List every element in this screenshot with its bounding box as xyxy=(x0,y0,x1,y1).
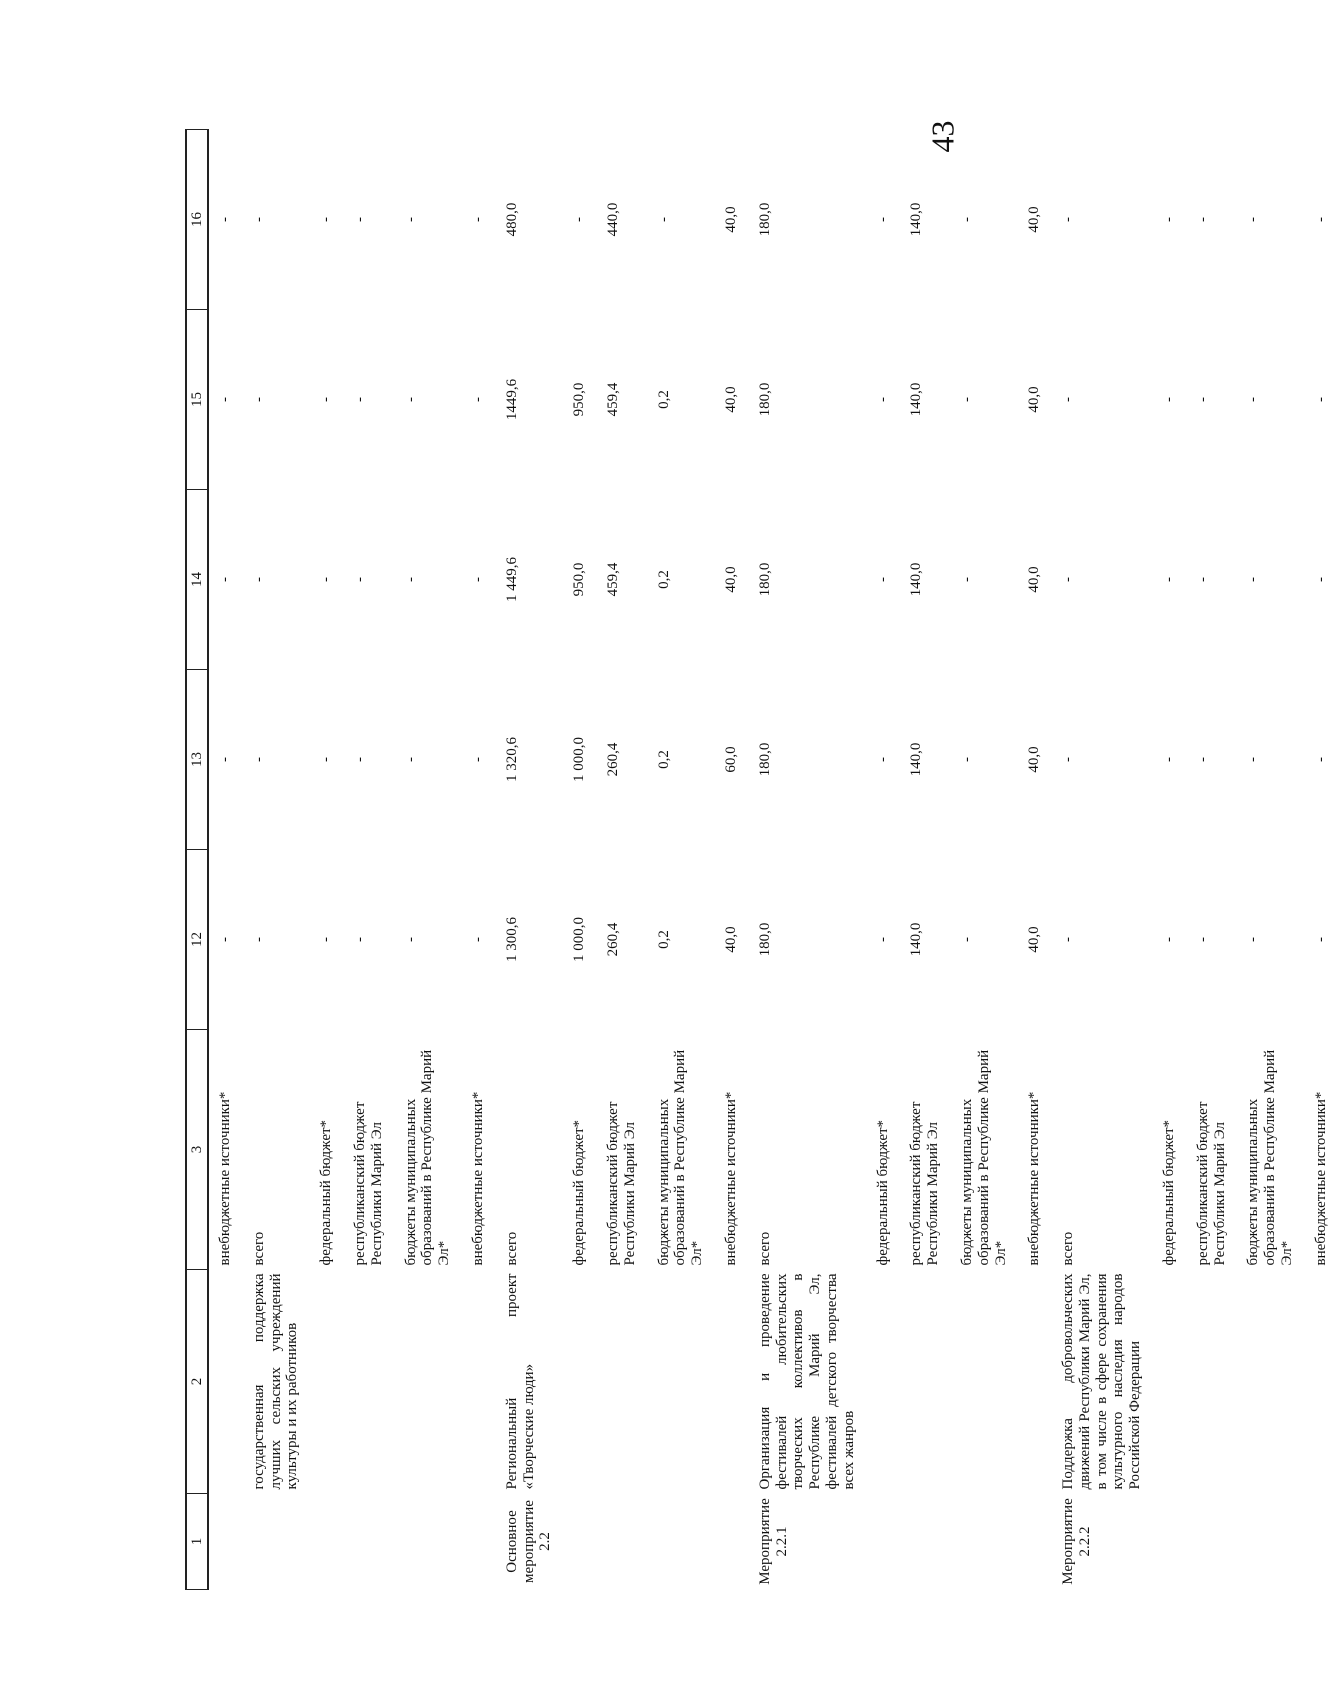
measure-name-cell xyxy=(395,1270,462,1494)
amount-cell: - xyxy=(217,397,233,402)
amount-cell: - xyxy=(250,217,267,222)
amount-cell: - xyxy=(318,577,335,582)
amount-cell: - xyxy=(874,577,891,582)
measure-code-cell xyxy=(867,1494,901,1590)
column-header: 16 xyxy=(186,130,208,310)
amount-cell: - xyxy=(1060,757,1077,762)
amount-cell: - xyxy=(571,217,588,222)
amount-cell: - xyxy=(1161,757,1178,762)
amount-cell: 260,4 xyxy=(604,922,621,957)
measure-name-cell xyxy=(208,1270,243,1494)
measure-code-cell xyxy=(1153,1494,1187,1590)
amount-cell: 0,2 xyxy=(655,930,672,949)
funding-source-cell: бюджеты муниципальных образований в Республике Марий Эл* xyxy=(958,1049,1009,1266)
amount-cell: - xyxy=(1060,217,1077,222)
amount-cell: 140,0 xyxy=(908,742,925,777)
amount-cell: - xyxy=(469,937,486,942)
column-header: 13 xyxy=(186,670,208,850)
funding-source-cell: республиканский бюджет Республики Марий Эл xyxy=(908,1101,942,1266)
measure-name-cell: государственная поддержка лучших сельских учреждений культуры и их работников xyxy=(250,1273,301,1490)
amount-cell: 459,4 xyxy=(604,562,621,597)
table-row xyxy=(900,130,951,1590)
table-row xyxy=(395,130,462,1590)
measure-code-cell xyxy=(1237,1494,1304,1590)
funding-source-cell: федеральный бюджет* xyxy=(874,1119,891,1266)
amount-cell: 0,2 xyxy=(655,570,672,589)
amount-cell: - xyxy=(318,937,335,942)
measure-code-cell: Основное мероприятие 2.2 xyxy=(503,1500,554,1583)
measure-name-cell xyxy=(563,1270,597,1494)
amount-cell: 1 000,0 xyxy=(571,737,588,782)
amount-cell: 260,4 xyxy=(604,742,621,777)
amount-cell: 440,0 xyxy=(604,202,621,237)
funding-source-cell: бюджеты муниципальных образований в Республике Марий Эл* xyxy=(655,1049,706,1266)
measure-name-cell: Региональный проект «Творческие люди» xyxy=(503,1273,537,1490)
amount-cell: 180,0 xyxy=(756,562,773,597)
amount-cell: 180,0 xyxy=(756,922,773,957)
amount-cell: - xyxy=(318,217,335,222)
amount-cell: - xyxy=(1312,757,1329,762)
funding-source-cell: внебюджетные источники* xyxy=(217,1091,233,1266)
amount-cell: - xyxy=(1194,757,1211,762)
table-row xyxy=(715,130,749,1590)
measure-code-cell xyxy=(1187,1494,1238,1590)
table-row xyxy=(951,130,1018,1590)
measure-name-cell: Организация и проведение фестивалей любительских творческих коллективов в Республике Марий Эл, фестивалей детского творчества всех жанров xyxy=(756,1273,857,1490)
table-row xyxy=(648,130,715,1590)
amount-cell: - xyxy=(958,757,975,762)
amount-cell: - xyxy=(1245,577,1262,582)
funding-source-cell: бюджеты муниципальных образований в Республике Марий Эл* xyxy=(1245,1049,1296,1266)
measure-code-cell xyxy=(900,1494,951,1590)
column-header: 15 xyxy=(186,310,208,490)
measure-code-cell: Мероприятие 2.2.2 xyxy=(1060,1498,1093,1585)
measure-name-cell xyxy=(1237,1270,1304,1494)
funding-source-cell: внебюджетные источники* xyxy=(722,1091,739,1266)
amount-cell: 950,0 xyxy=(571,382,588,417)
amount-cell: 40,0 xyxy=(1026,206,1043,233)
amount-cell: - xyxy=(1060,937,1077,942)
table-row xyxy=(496,130,563,1590)
amount-cell: - xyxy=(1060,577,1077,582)
funding-source-cell: внебюджетные источники* xyxy=(1026,1091,1043,1266)
amount-cell: 140,0 xyxy=(908,202,925,237)
amount-cell: - xyxy=(958,937,975,942)
amount-cell: 40,0 xyxy=(1026,746,1043,773)
funding-source-cell: всего xyxy=(503,1231,520,1266)
amount-cell: - xyxy=(1060,397,1077,402)
measure-name-cell xyxy=(1305,1270,1339,1494)
amount-cell: 40,0 xyxy=(722,566,739,593)
amount-cell: 40,0 xyxy=(1026,566,1043,593)
measure-code-cell xyxy=(243,1494,310,1590)
amount-cell: - xyxy=(351,757,368,762)
amount-cell: - xyxy=(1312,937,1329,942)
column-header: 14 xyxy=(186,490,208,670)
table-row xyxy=(1237,130,1304,1590)
amount-cell: - xyxy=(318,397,335,402)
amount-cell: 1449,6 xyxy=(503,378,520,421)
table-row xyxy=(749,130,867,1590)
amount-cell: - xyxy=(351,577,368,582)
amount-cell: - xyxy=(250,397,267,402)
measure-name-cell xyxy=(1018,1270,1052,1494)
table-row xyxy=(1052,130,1153,1590)
measure-code-cell xyxy=(1305,1494,1339,1590)
amount-cell: - xyxy=(1245,937,1262,942)
measure-code-cell xyxy=(563,1494,597,1590)
measure-name-cell xyxy=(867,1270,901,1494)
amount-cell: 140,0 xyxy=(908,562,925,597)
amount-cell: 40,0 xyxy=(722,386,739,413)
rotated-table-container xyxy=(185,130,1329,1590)
measure-code-cell xyxy=(715,1494,749,1590)
funding-source-cell: всего xyxy=(1060,1231,1077,1266)
amount-cell: - xyxy=(469,577,486,582)
amount-cell: 140,0 xyxy=(908,922,925,957)
funding-source-cell: республиканский бюджет Республики Марий Эл xyxy=(351,1101,385,1266)
amount-cell: - xyxy=(655,217,672,222)
measure-code-cell xyxy=(1018,1494,1052,1590)
table-row xyxy=(1018,130,1052,1590)
amount-cell: - xyxy=(469,397,486,402)
amount-cell: - xyxy=(217,577,233,582)
amount-cell: 60,0 xyxy=(722,746,739,773)
amount-cell: - xyxy=(402,577,419,582)
amount-cell: - xyxy=(402,217,419,222)
measure-name-cell xyxy=(597,1270,648,1494)
amount-cell: - xyxy=(1312,217,1329,222)
funding-source-cell: республиканский бюджет Республики Марий Эл xyxy=(1194,1101,1228,1266)
column-header: 2 xyxy=(186,1270,208,1494)
amount-cell: - xyxy=(1245,217,1262,222)
amount-cell: 1 449,6 xyxy=(503,557,520,602)
table-row xyxy=(597,130,648,1590)
measure-code-cell xyxy=(208,1494,243,1590)
funding-source-cell: внебюджетные источники* xyxy=(469,1091,486,1266)
amount-cell: - xyxy=(469,217,486,222)
amount-cell: - xyxy=(217,937,233,942)
amount-cell: 140,0 xyxy=(908,382,925,417)
column-header: 3 xyxy=(186,1030,208,1270)
amount-cell: - xyxy=(1161,577,1178,582)
measure-code-cell xyxy=(310,1494,344,1590)
column-header: 12 xyxy=(186,850,208,1030)
funding-source-cell: внебюджетные источники* xyxy=(1312,1091,1329,1266)
funding-source-cell: всего xyxy=(756,1231,773,1266)
amount-cell: 40,0 xyxy=(722,206,739,233)
measure-code-cell xyxy=(344,1494,395,1590)
table-row xyxy=(310,130,344,1590)
table-row xyxy=(1187,130,1238,1590)
funding-source-cell: бюджеты муниципальных образований в Республике Марий Эл* xyxy=(402,1049,453,1266)
amount-cell: - xyxy=(217,217,233,222)
amount-cell: - xyxy=(958,397,975,402)
amount-cell: - xyxy=(958,577,975,582)
amount-cell: - xyxy=(874,937,891,942)
measure-code-cell xyxy=(597,1494,648,1590)
amount-cell: - xyxy=(874,757,891,762)
amount-cell: - xyxy=(1194,577,1211,582)
amount-cell: - xyxy=(469,757,486,762)
amount-cell: 40,0 xyxy=(722,926,739,953)
amount-cell: - xyxy=(250,757,267,762)
measure-name-cell xyxy=(900,1270,951,1494)
measure-name-cell xyxy=(344,1270,395,1494)
measure-code-cell xyxy=(648,1494,715,1590)
amount-cell: - xyxy=(250,577,267,582)
measure-name-cell xyxy=(1153,1270,1187,1494)
measure-code-cell xyxy=(395,1494,462,1590)
amount-cell: 0,2 xyxy=(655,750,672,769)
amount-cell: - xyxy=(351,397,368,402)
funding-source-cell: федеральный бюджет* xyxy=(318,1119,335,1266)
amount-cell: - xyxy=(1312,577,1329,582)
amount-cell: - xyxy=(250,937,267,942)
amount-cell: - xyxy=(351,937,368,942)
header-row xyxy=(186,130,208,1590)
amount-cell: - xyxy=(1312,397,1329,402)
amount-cell: - xyxy=(318,757,335,762)
measure-code-cell xyxy=(951,1494,1018,1590)
funding-source-cell: всего xyxy=(250,1231,267,1266)
table-row xyxy=(1153,130,1187,1590)
amount-cell: 1 320,6 xyxy=(503,737,520,782)
measure-name-cell xyxy=(462,1270,496,1494)
amount-cell: 180,0 xyxy=(756,382,773,417)
amount-cell: - xyxy=(874,217,891,222)
measure-code-cell xyxy=(462,1494,496,1590)
measure-code-cell: Мероприятие 2.2.1 xyxy=(756,1498,790,1585)
amount-cell: 950,0 xyxy=(571,562,588,597)
table-row xyxy=(563,130,597,1590)
amount-cell: 1 300,6 xyxy=(503,917,520,962)
funding-source-cell: федеральный бюджет* xyxy=(571,1119,588,1266)
amount-cell: - xyxy=(1194,217,1211,222)
amount-cell: 459,4 xyxy=(604,382,621,417)
measure-name-cell xyxy=(715,1270,749,1494)
amount-cell: 40,0 xyxy=(1026,926,1043,953)
measure-name-cell xyxy=(1187,1270,1238,1494)
amount-cell: - xyxy=(402,397,419,402)
table-row xyxy=(344,130,395,1590)
amount-cell: - xyxy=(402,757,419,762)
amount-cell: - xyxy=(217,757,233,762)
amount-cell: 40,0 xyxy=(1026,386,1043,413)
funding-table xyxy=(185,129,1339,1590)
measure-name-cell xyxy=(951,1270,1018,1494)
column-header: 1 xyxy=(186,1494,208,1590)
amount-cell: - xyxy=(874,397,891,402)
page-number: 43 xyxy=(924,120,961,153)
amount-cell: - xyxy=(958,217,975,222)
amount-cell: - xyxy=(1161,397,1178,402)
funding-source-cell: федеральный бюджет* xyxy=(1161,1119,1178,1266)
table-row xyxy=(208,130,243,1590)
amount-cell: - xyxy=(1161,217,1178,222)
measure-name-cell: Поддержка добровольческих движений Республики Марий Эл, в том числе в сфере сохранения культурного наследия народов Российской Федерации xyxy=(1060,1273,1144,1490)
amount-cell: - xyxy=(1194,397,1211,402)
amount-cell: - xyxy=(351,217,368,222)
measure-name-cell xyxy=(310,1270,344,1494)
amount-cell: 0,2 xyxy=(655,390,672,409)
amount-cell: 180,0 xyxy=(756,202,773,237)
table-row xyxy=(1305,130,1339,1590)
table-row xyxy=(243,130,310,1590)
amount-cell: - xyxy=(1194,937,1211,942)
table-row xyxy=(462,130,496,1590)
amount-cell: 180,0 xyxy=(756,742,773,777)
amount-cell: - xyxy=(402,937,419,942)
amount-cell: - xyxy=(1245,397,1262,402)
amount-cell: 480,0 xyxy=(503,202,520,237)
amount-cell: 1 000,0 xyxy=(571,917,588,962)
funding-source-cell: республиканский бюджет Республики Марий Эл xyxy=(604,1101,638,1266)
table-row xyxy=(867,130,901,1590)
amount-cell: - xyxy=(1161,937,1178,942)
measure-name-cell xyxy=(648,1270,715,1494)
amount-cell: - xyxy=(1245,757,1262,762)
